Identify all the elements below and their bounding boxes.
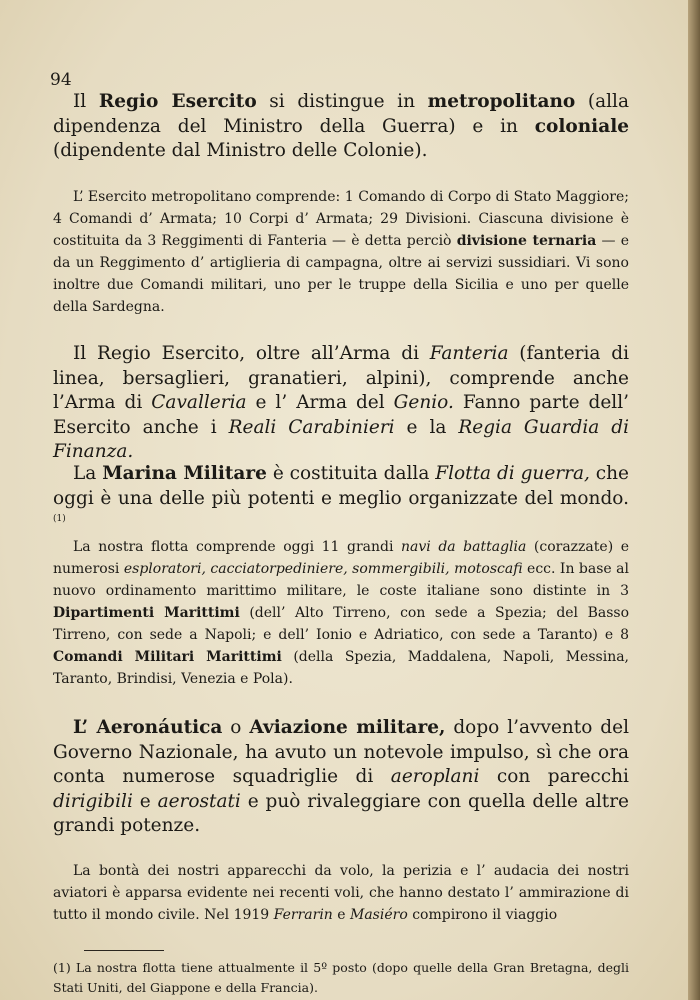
footnote-ref: (1): [53, 513, 66, 524]
paragraph-marina-militare: La Marina Militare è costituita dalla Flotta di guerra, che oggi è una delle più potenti e meglio organizzate del mondo.$^{(1)}$: [53, 463, 630, 524]
paragraph-esercito-metropolitano: L’ Esercito metropolitano comprende: 1 Comando di Corpo di Stato Maggiore; 4 Comandi d’ Armata; 10 Corpi d’ Armata; 29 Divisioni. Ciascuna divisione è costituita da 3 Reggimenti di Fanteria — è detta perciò divisione ternaria — e da un Reggimento d’ artiglieria di campagna, oltre ai servizi sussidiari. Vi sono inoltre due Comandi militari, uno per le truppe della Sicilia e uno per quelle della Sardegna.: [53, 189, 630, 315]
footnote: (1) La nostra flotta tiene attualmente il 5º posto (dopo quelle della Gran Bretagna, degli Stati Uniti, del Giappone e della Francia).: [53, 960, 629, 995]
paragraph-flotta: La nostra flotta comprende oggi 11 grandi navi da battaglia (corazzate) e numerosi esploratori, cacciatorpediniere, sommergibili, motoscafi ecc. In base al nuovo ordinamento marittimo militare, le coste italiane sono distinte in 3 Dipartimenti Marittimi (dell’ Alto Tirreno, con sede a Spezia; del Basso Tirreno, con sede a Napoli; e dell’ Ionio e Adriatico, con sede a Taranto) e 8 Comandi Militari Marittimi (della Spezia, Maddalena, Napoli, Messina, Taranto, Brindisi, Venezia e Pola).: [53, 539, 630, 687]
paragraph-aviatori: La bontà dei nostri apparecchi da volo, la perizia e l’ audacia dei nostri aviatori è apparsa evidente nei recenti voli, che hanno destato l’ ammirazione di tutto il mondo civile. Nel 1919 Ferrarin e Masiéro compirono il viaggio: [53, 863, 629, 923]
page-number: 94: [50, 70, 72, 90]
paragraph-armi: Il Regio Esercito, oltre all’Arma di Fanteria (fanteria di linea, bersaglieri, granatieri, alpini), comprende anche l’Arma di Cavalleria e l’ Arma del Genio. Fanno parte dell’ Esercito anche i Reali Carabinieri e la Regia Guardia di Finanza.: [53, 343, 629, 462]
paragraph-regio-esercito: Il Regio Esercito si distingue in metropolitano (alla dipendenza del Ministro della Guerra) e in coloniale (dipendente dal Ministro delle Colonie).: [53, 91, 629, 161]
book-binding-edge: [688, 0, 700, 1000]
footnote-divider: [84, 950, 164, 951]
paragraph-aeronautica: L’ Aeronáutica o Aviazione militare, dopo l’avvento del Governo Nazionale, ha avuto un notevole impulso, sì che ora conta numerose squadriglie di aeroplani con parecchi dirigibili e aerostati e può rivaleggiare con quella delle altre grandi potenze.: [53, 717, 629, 836]
